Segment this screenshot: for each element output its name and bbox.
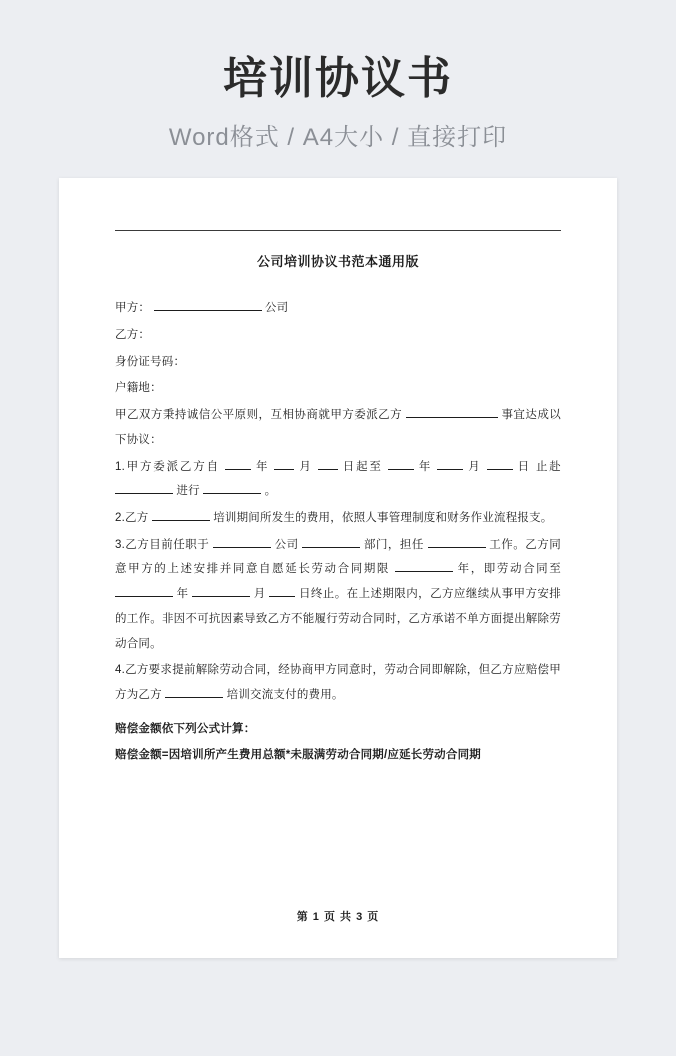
clause-1-blank-day1 — [318, 469, 338, 470]
clause-1-text-e: 年 — [418, 460, 433, 473]
intro-text-1: 甲乙双方秉持诚信公平原则，互相协商就甲方委派乙方 — [115, 409, 403, 422]
party-b-line — [115, 323, 561, 348]
clause-1-text-d: 日起至 — [342, 460, 383, 473]
clause-1-blank-activity — [203, 493, 261, 494]
banner-title: 培训协议书 — [223, 54, 453, 103]
banner-subtitle: Word格式 / A4大小 / 直接打印 — [168, 124, 508, 152]
clause-1-text-b: 年 — [255, 460, 270, 473]
id-number-label: 身份证号码： — [115, 355, 186, 368]
id-number-line — [115, 350, 561, 375]
party-a-blank — [154, 310, 262, 311]
clause-3-text-a: 3.乙方目前任职于 — [115, 538, 210, 551]
party-a-line — [115, 296, 561, 321]
party-a-suffix: 公司 — [264, 302, 289, 315]
clause-4-text-a: 4.乙方要求提前解除劳动合同，经协商甲方同意时，劳动合同即解除，但乙方应赔偿甲方为乙方 — [115, 664, 561, 702]
clause-1-blank-place — [115, 493, 173, 494]
intro-blank — [406, 417, 498, 418]
clause-1-blank-year1 — [225, 469, 251, 470]
page-footer: 第 1 页 共 3 页 — [296, 911, 380, 924]
clause-3-blank-department — [302, 547, 360, 548]
clause-1-blank-month1 — [274, 469, 294, 470]
clause-3-text-d: 工作。乙方同意甲方的上述安排并同意自愿延长劳动合同期限 — [115, 538, 561, 576]
clause-3 — [115, 533, 561, 657]
promo-banner — [0, 0, 676, 152]
clause-1-text-h: 进行 — [176, 485, 200, 498]
clause-3-blank-position — [428, 547, 486, 548]
clause-2-text-b: 培训期间所发生的费用，依照人事管理制度和财务作业流程报支。 — [213, 512, 553, 525]
clause-3-text-g: 月 — [253, 588, 266, 601]
clause-4 — [115, 658, 561, 707]
clause-3-blank-month — [192, 596, 250, 597]
clause-4-blank — [165, 697, 223, 698]
party-a-label: 甲方： — [115, 302, 151, 315]
formula-intro: 赔偿金额依下列公式计算： — [115, 722, 256, 735]
clause-1 — [115, 455, 561, 504]
clause-2-blank — [152, 520, 210, 521]
clause-3-blank-day — [269, 596, 295, 597]
clause-3-text-e: 年，即劳动合同至 — [457, 563, 561, 576]
clause-3-text-b: 公司 — [274, 538, 299, 551]
clause-2 — [115, 506, 561, 531]
document-title: 公司培训协议书范本通用版 — [256, 254, 419, 270]
header-rule — [115, 230, 561, 231]
clause-3-text-h: 日终止。在上述期限内，乙方应继续从事甲方安排的工作。非因不可抗因素导致乙方不能履行劳动合同时，乙方承诺不单方面提出解除劳动合同。 — [115, 588, 561, 650]
clause-1-text-g: 日 止赴 — [517, 460, 561, 473]
clause-3-text-c: 部门，担任 — [363, 538, 424, 551]
formula-line: 赔偿金额=因培训所产生费用总额*未服满劳动合同期/应延长劳动合同期 — [115, 749, 481, 762]
clause-1-blank-month2 — [437, 469, 463, 470]
clause-1-text-a: 1.甲方委派乙方自 — [115, 460, 220, 473]
party-b-label: 乙方： — [115, 328, 151, 341]
residence-label: 户籍地： — [115, 382, 162, 395]
residence-line — [115, 376, 561, 401]
clause-1-text-f: 月 — [468, 460, 482, 473]
clause-1-blank-day2 — [487, 469, 513, 470]
document-preview-area — [0, 178, 676, 958]
clause-2-text-a: 2.乙方 — [115, 512, 149, 525]
clause-1-text-c: 月 — [299, 460, 313, 473]
clause-3-text-f: 年 — [176, 588, 189, 601]
clause-1-blank-year2 — [388, 469, 414, 470]
clause-4-text-b: 培训交流支付的费用。 — [226, 689, 344, 702]
document-page — [59, 178, 617, 958]
clause-3-blank-year — [115, 596, 173, 597]
intro-paragraph — [115, 403, 561, 452]
intro-text-2: 事宜达成以下协议： — [115, 409, 562, 446]
clause-3-blank-company — [213, 547, 271, 548]
clause-3-blank-years — [395, 571, 453, 572]
clause-1-text-i: 。 — [264, 485, 277, 498]
